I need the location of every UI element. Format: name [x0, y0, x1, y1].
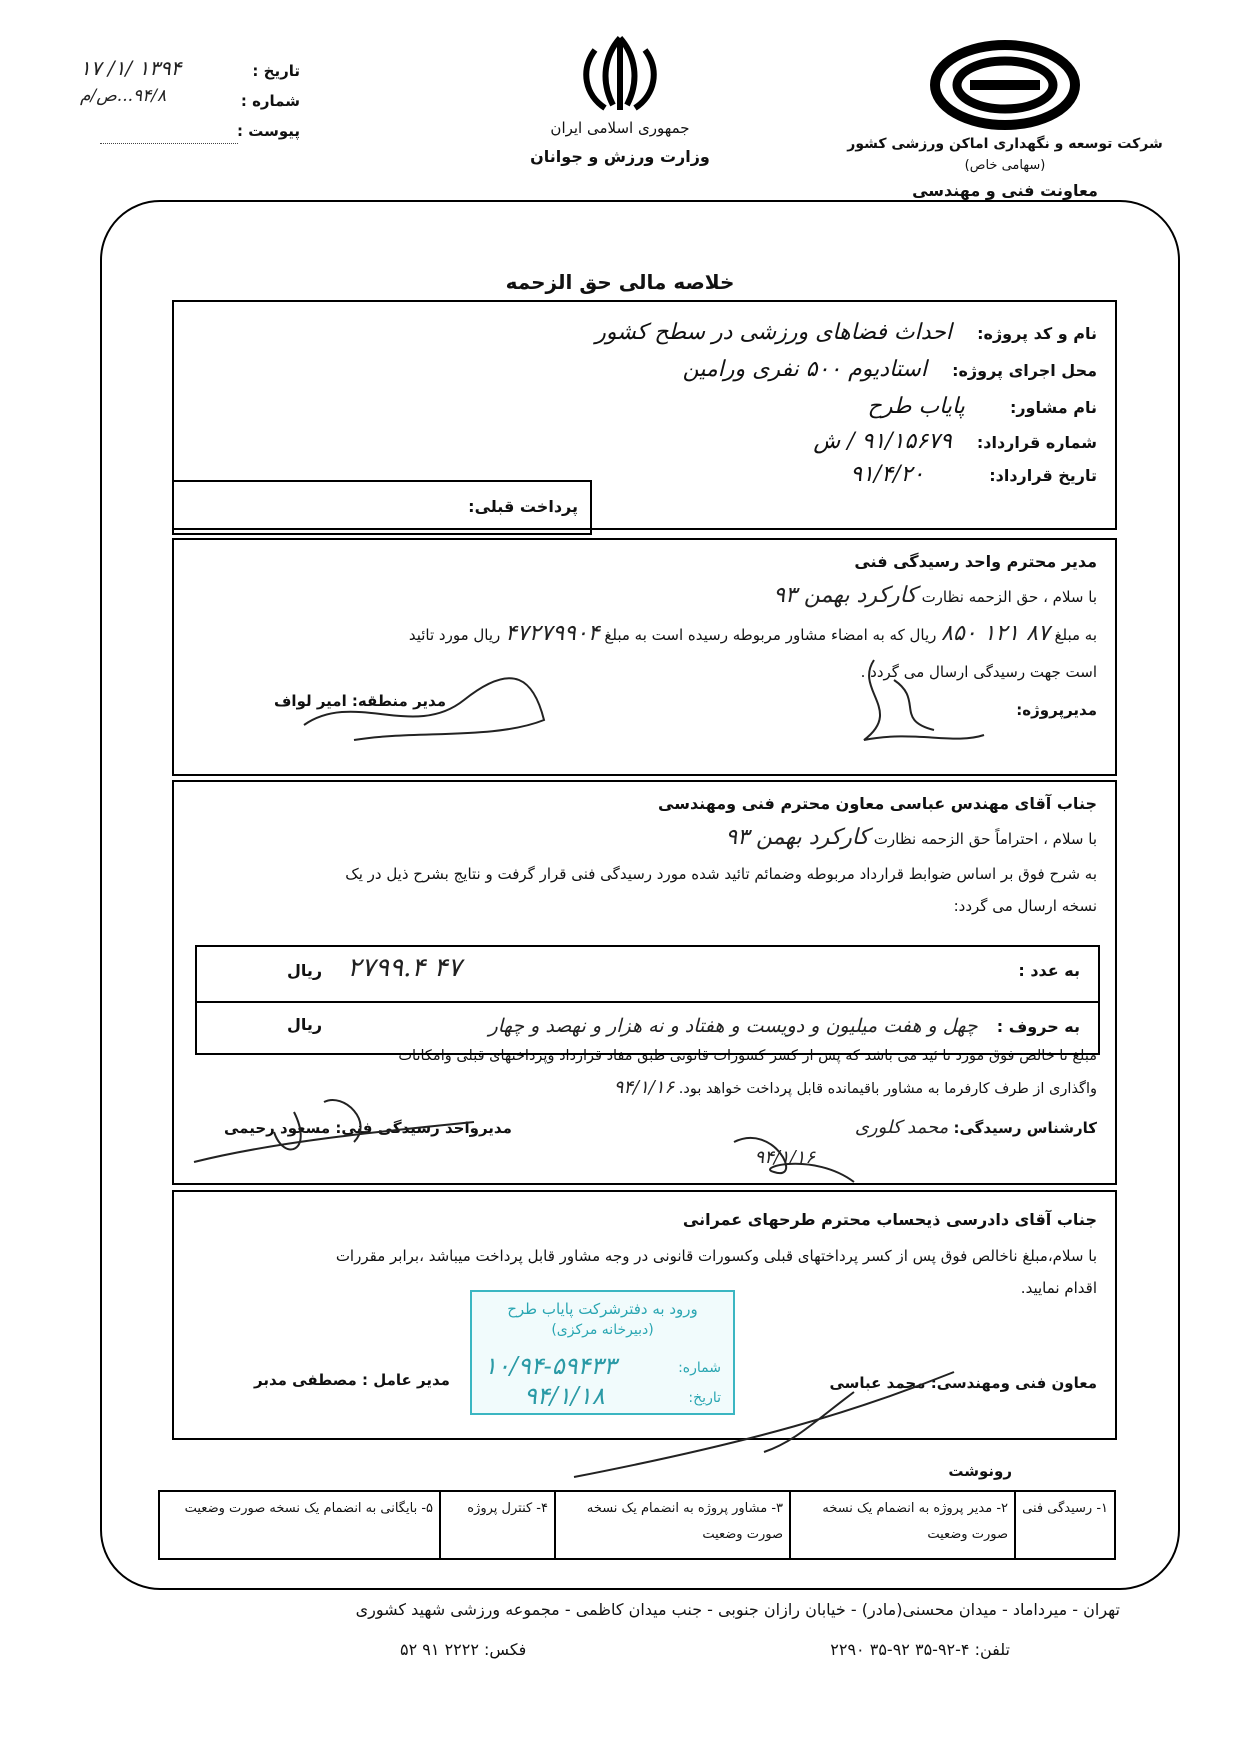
contract-number-row — [813, 429, 1097, 454]
review-amount-net: ۴۷۲۷۹۹۰۴ — [505, 621, 600, 646]
iran-emblem-icon — [575, 30, 665, 115]
company-type: (سهامی خاص) — [964, 158, 1046, 173]
planning-deputy-label: معاون فنی ومهندسی: محمد عباسی — [829, 1374, 1097, 1392]
deputy-greeting-text: با سلام ، احتراماً حق الزحمه نظارت — [873, 830, 1097, 848]
deputy-line3: نسخه ارسال می گردد: — [953, 897, 1097, 915]
cc-table — [158, 1490, 1116, 1560]
stamp-date-row — [484, 1382, 721, 1410]
amount-digits-group — [287, 953, 462, 983]
cc-cell-3: ۳- مشاور پروژه به انضمام یک نسخه صورت وضعیت — [554, 1492, 789, 1558]
project-manager-label: مدیرپروژه: — [1016, 701, 1097, 719]
review-amount-mid: ریال که به امضاء مشاور مربوطه رسیده است به مبلغ — [604, 626, 937, 644]
prepayment-label: پرداخت قبلی: — [468, 497, 578, 516]
deputy-greeting-hand: کارکرد بهمن ۹۳ — [725, 825, 869, 850]
cc-cell-1: ۱- رسیدگی فنی — [1014, 1492, 1114, 1558]
review-director-label: مدیرواحد رسیدگی فنی: مسعود رحیمی — [224, 1119, 512, 1137]
contract-date-value: ۹۱/۴/۲۰ — [850, 462, 925, 487]
deputy-net-line1: مبلغ نا خالص فوق مورد تا ئید می باشد که پس از کسر کسورات قانونی طبق مفاد قرارداد وپرداختهای قبلی وامکانات — [398, 1048, 1097, 1064]
number-label: شماره : — [240, 92, 300, 110]
amount-digits-unit: ریال — [287, 961, 323, 980]
amount-words-row — [489, 1015, 1080, 1037]
attachment-label: پیوست : — [236, 122, 300, 140]
inbound-stamp — [470, 1290, 735, 1415]
review-amount-gross: ۸۷ ۱۲۱ ۸۵۰ — [941, 621, 1050, 646]
stamp-number-value: ۱۰/۹۴-۵۹۴۳۳ — [484, 1352, 617, 1380]
contract-date-row — [850, 462, 1097, 487]
attachment-row — [80, 122, 300, 152]
planning-line2: اقدام نمایید. — [1020, 1279, 1097, 1297]
deputy-net-line2-text: واگذاری از طرف کارفرما به مشاور باقیمانده قابل پرداخت خواهد بود. — [678, 1081, 1097, 1097]
review-amount-prefix: به مبلغ — [1054, 626, 1097, 644]
expert-signature: محمد کلوری — [854, 1117, 949, 1138]
company-department: معاونت فنی و مهندسی — [912, 181, 1098, 200]
cc-label: رونوشت — [948, 1462, 1012, 1480]
review-amount-suffix: ریال مورد تائید — [408, 626, 501, 644]
company-name: شرکت توسعه و نگهداری اماکن ورزشی کشور — [847, 136, 1163, 152]
regional-manager-signature — [294, 670, 554, 750]
number-value: ۹۴/۸...ص/م — [80, 86, 167, 106]
stamp-date-value: ۹۴/۱/۱۸ — [524, 1382, 605, 1410]
ministry-name: وزارت ورزش و جوانان — [530, 147, 710, 166]
number-row — [80, 86, 300, 122]
cc-cell-5: ۵- بایگانی به انضمام یک نسخه صورت وضعیت — [184, 1501, 433, 1516]
date-label: تاریخ : — [252, 62, 300, 80]
cc-cell-2: ۲- مدیر پروژه به انضمام یک نسخه صورت وضعیت — [789, 1492, 1014, 1558]
project-location-value: استادیوم ۵۰۰ نفری ورامین — [682, 357, 927, 382]
amount-divider — [197, 1001, 1098, 1003]
deputy-net-hand: ۹۴/۱/۱۶ — [613, 1077, 675, 1098]
planning-line1: با سلام،مبلغ ناخالص فوق پس از کسر پرداختهای قبلی وکسورات قانونی در وجه مشاور قابل پرداخت میباشد ،برابر مقررات — [335, 1247, 1097, 1265]
project-name-row — [595, 320, 1097, 345]
review-greeting-text: با سلام ، حق الزحمه نظارت — [921, 588, 1097, 606]
letter-meta — [80, 56, 300, 152]
project-manager-signature — [834, 650, 994, 770]
attachment-dots — [100, 143, 238, 144]
project-name-label: نام و کد پروژه: — [977, 324, 1097, 343]
project-location-label: محل اجرای پروژه: — [952, 361, 1097, 380]
review-greeting — [192, 580, 1097, 613]
review-director-signature — [174, 1082, 594, 1172]
planning-heading: جناب آقای دادرسی ذیحساب محترم طرحهای عمرانی — [682, 1210, 1097, 1229]
footer-phone: تلفن: ۴-۹۲-۳۵ ۹۲-۳۵ ۲۲۹۰ — [830, 1640, 1010, 1659]
stamp-line2: (دبیرخانه مرکزی) — [551, 1322, 654, 1338]
project-location-row — [683, 357, 1097, 382]
review-heading: مدیر محترم واحد رسیدگی فنی — [854, 552, 1097, 571]
amount-words-label: به حروف : — [996, 1017, 1080, 1036]
document-title: خلاصه مالی حق الزحمه — [505, 270, 735, 294]
deputy-approval-signature — [714, 1112, 914, 1192]
company-header — [840, 40, 1170, 200]
footer-address: تهران - میرداماد - میدان محسنی(مادر) - خیابان رازان جنوبی - جنب میدان کاظمی - مجموعه ورزشی شهید کشوری — [355, 1600, 1120, 1619]
planning-ceo-label: مدیر عامل : مصطفی مدبر — [254, 1371, 450, 1389]
prepayment-box — [172, 480, 592, 535]
amount-box — [195, 945, 1100, 1055]
deputy-greeting — [192, 822, 1097, 855]
technical-review-section — [172, 538, 1117, 776]
amount-digits-value: ۴۷ ۲۷۹۹.۴ — [347, 953, 462, 983]
regional-manager-label: مدیر منطقه: امیر لواف — [274, 692, 446, 710]
amount-words-unit: ریال — [287, 1015, 323, 1034]
review-amount-line — [192, 618, 1097, 651]
amount-digits-label: به عدد : — [1018, 961, 1080, 980]
review-greeting-hand: کارکرد بهمن ۹۳ — [773, 583, 917, 608]
footer-fax: فکس: ۲۲۲۲ ۹۱ ۵۲ — [400, 1640, 527, 1659]
ministry-header — [520, 30, 720, 166]
consultant-row — [868, 394, 1097, 419]
consultant-label: نام مشاور: — [1009, 398, 1097, 417]
consultant-value: پایاب طرح — [867, 394, 965, 419]
contract-number-label: شماره قرارداد: — [976, 433, 1097, 452]
date-value: ۱۳۹۴ /۱/ ۱۷ — [80, 56, 182, 80]
deputy-heading: جناب آقای مهندس عباسی معاون محترم فنی ومهندسی — [658, 794, 1097, 813]
project-name-value: احداث فضاهای ورزشی در سطح کشور — [595, 320, 952, 345]
amount-words-value: چهل و هفت میلیون و دویست و هفتاد و نه هزار و نهصد و چهار — [488, 1015, 978, 1037]
stamp-number-label: شماره: — [678, 1360, 721, 1376]
deputy-line2: به شرح فوق بر اساس ضوابط قرارداد مربوطه وضمائم تائید شده مورد رسیدگی فنی قرار گرفت و نتایج بشرح ذیل در یک — [345, 865, 1097, 883]
contract-number-value: ۹۱/۱۵۶۷۹ / ش — [813, 429, 952, 454]
amount-digits-row — [1018, 961, 1080, 980]
stamp-line1: ورود به دفترشرکت پایاب طرح — [507, 1300, 698, 1318]
cc-cell-4: ۴- کنترل پروژه — [439, 1492, 554, 1558]
stamp-number-row — [484, 1352, 721, 1380]
company-logo — [930, 40, 1080, 130]
stamp-date-label: تاریخ: — [688, 1390, 721, 1406]
ministry-country: جمهوری اسلامی ایران — [550, 119, 690, 137]
review-line3: است جهت رسیدگی ارسال می گردد . — [860, 663, 1097, 681]
contract-date-label: تاریخ قرارداد: — [989, 466, 1097, 485]
expert-label: کارشناس رسیدگی: — [953, 1119, 1097, 1137]
deputy-sign-date: ۹۴/۱/۱۶ — [754, 1147, 815, 1168]
